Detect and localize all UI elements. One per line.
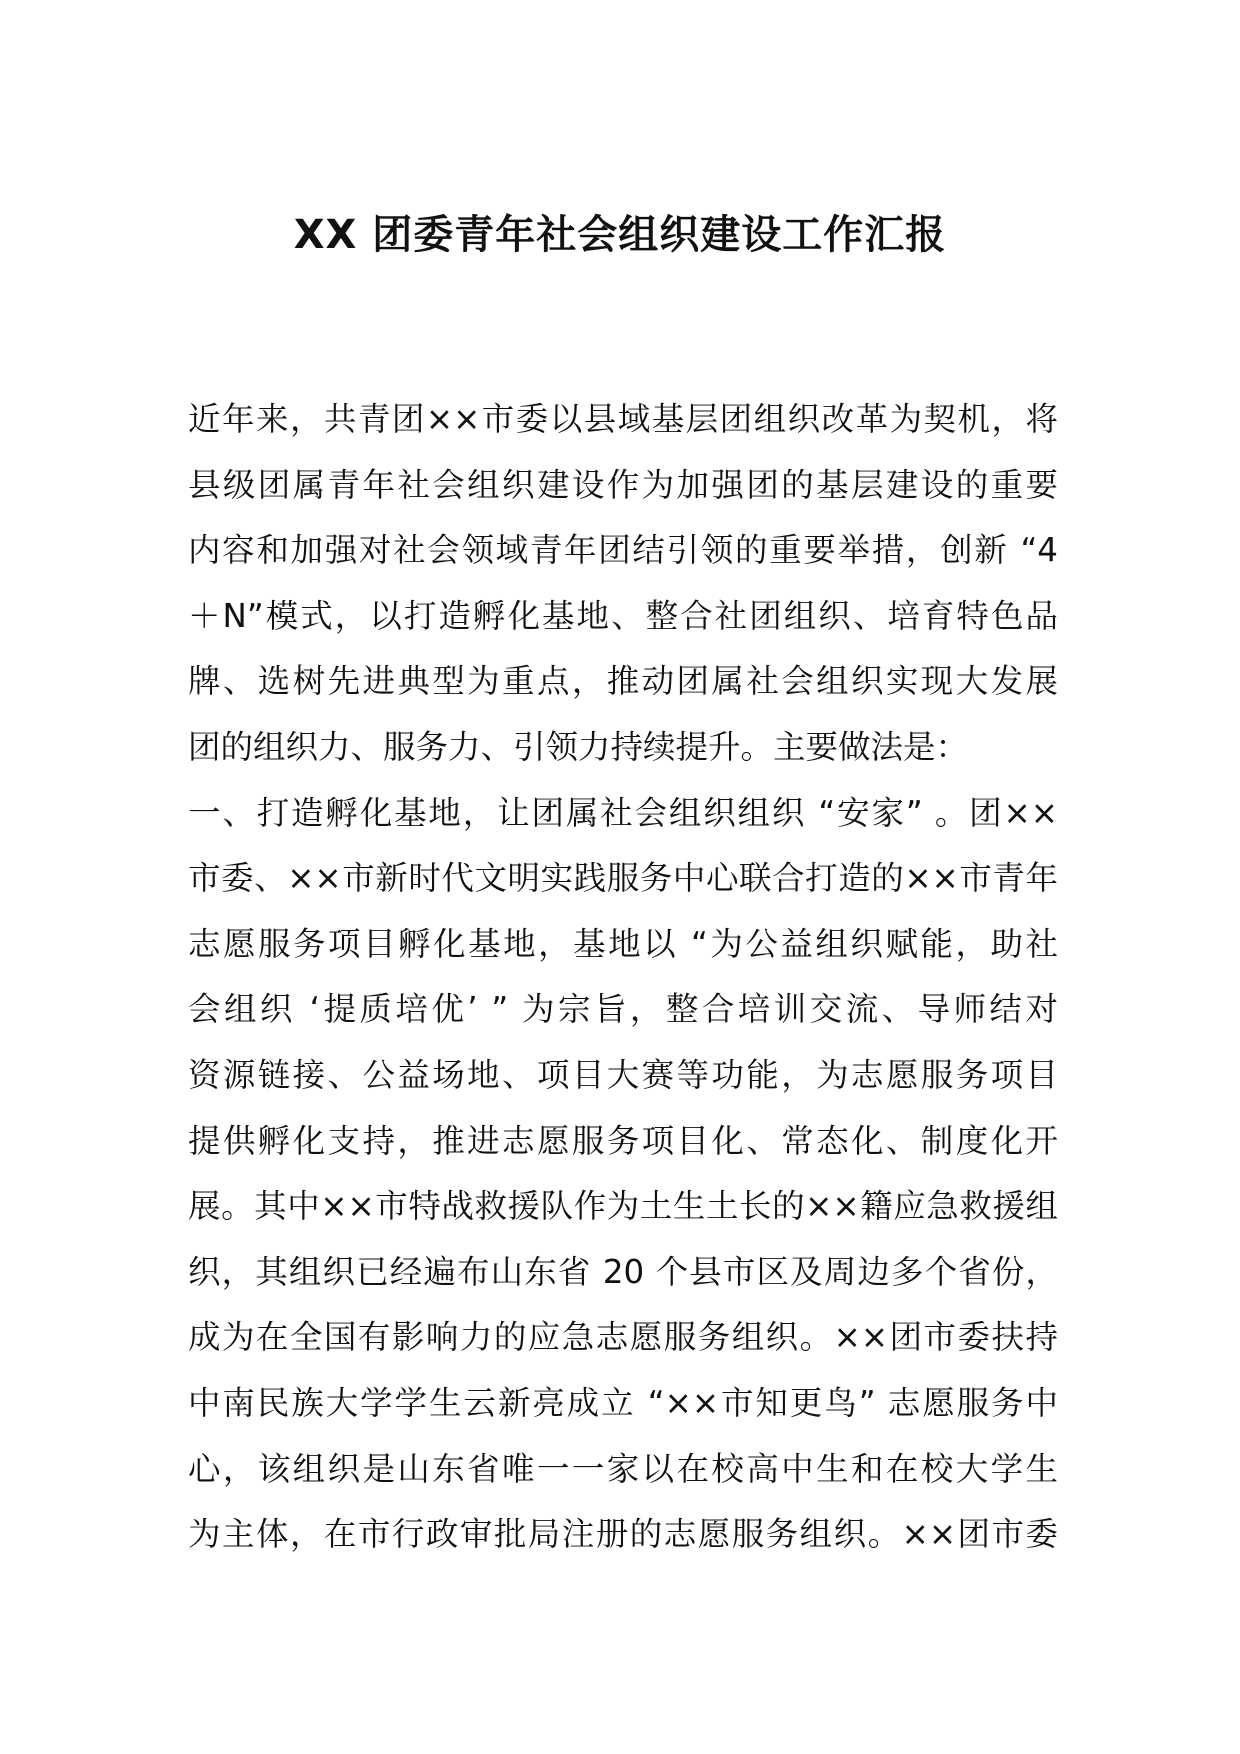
body-line: 一、打造孵化基地，让团属社会组织组织 “安家” 。团×× [188,793,1058,832]
body-line: 会组织 ‘提质培优’ ” 为宗旨，整合培训交流、导师结对 [188,990,1058,1029]
document-title: XX 团委青年社会组织建设工作汇报 [293,212,947,258]
body-line: 志愿服务项目孵化基地，基地以 “为公益组织赋能，助社 [188,924,1058,963]
body-line: 近年来，共青团××市委以县域基层团组织改革为契机，将 [188,400,1058,438]
body-line: 成为在全国有影响力的应急志愿服务组织。××团市委扶持 [188,1318,1058,1357]
document-body [188,387,1058,1568]
body-line: 为主体，在市行政审批局注册的志愿服务组织。××团市委 [188,1515,1058,1554]
body-line: 提供孵化支持，推进志愿服务项目化、常态化、制度化开 [188,1121,1058,1160]
body-line: 团的组织力、服务力、引领力持续提升。主要做法是： [188,727,969,766]
body-line: 内容和加强对社会领域青年团结引领的重要举措，创新 “4 [188,531,1058,570]
body-line: 展。其中××市特战救援队作为土生土长的××籍应急救援组 [188,1187,1058,1226]
body-line: 中南民族大学学生云新亮成立 “××市知更鸟” 志愿服务中 [188,1383,1058,1422]
body-line: 县级团属青年社会组织建设作为加强团的基层建设的重要 [188,465,1058,504]
body-line: 资源链接、公益场地、项目大赛等功能，为志愿服务项目 [188,1055,1058,1094]
body-line: ＋N”模式，以打造孵化基地、整合社团组织、培育特色品 [188,596,1058,635]
body-line: 牌、选树先进典型为重点，推动团属社会组织实现大发展 [188,662,1058,701]
body-line: 市委、××市新时代文明实践服务中心联合打造的××市青年 [188,859,1058,898]
body-line: 心，该组织是山东省唯一一家以在校高中生和在校大学生 [188,1449,1058,1488]
body-line: 织，其组织已经遍布山东省 20 个县市区及周边多个省份， [188,1252,1058,1291]
